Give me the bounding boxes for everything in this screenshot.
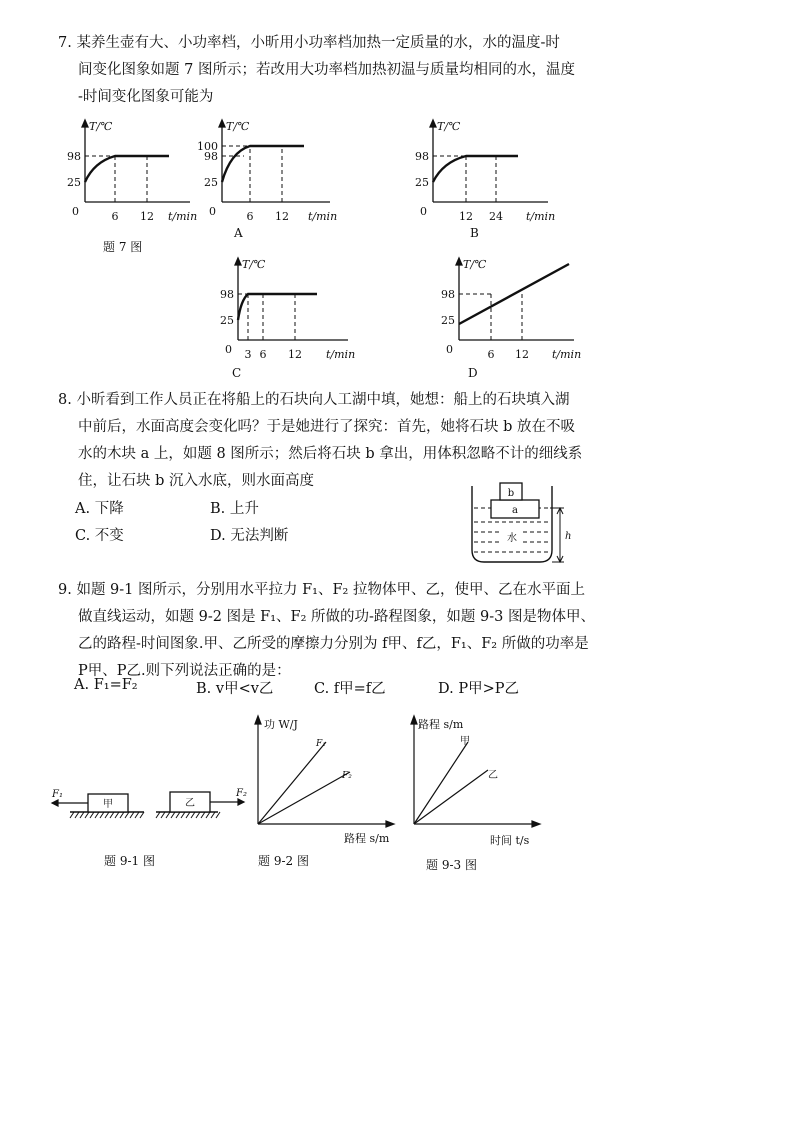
q7-line-2: 间变化图象如题 7 图所示；若改用大功率档加热初温与质量均相同的水，温度: [78, 62, 575, 78]
q7-x-tick-label: 12: [140, 210, 154, 223]
q7-x-tick-label: 6: [111, 210, 119, 223]
fig3-line-jia: [414, 742, 468, 824]
q8-option-d[interactable]: D. 无法判断: [210, 528, 289, 544]
q7-x-tick-label: 12: [515, 348, 529, 361]
q9-line-2: 做直线运动，如题 9-2 图是 F₁、F₂ 所做的功-路程图象，如题 9-3 图是物体甲、: [78, 609, 595, 625]
q7-y-tick-label: 98: [204, 150, 218, 163]
y-axis-arrow: [456, 258, 462, 265]
q9-line-4: P甲、P乙.则下列说法正确的是：: [78, 663, 291, 679]
q9-option-c[interactable]: C. f甲=f乙: [314, 681, 386, 697]
ground-hatch: [130, 812, 134, 818]
q7-option-c-graph: [213, 250, 363, 365]
ground-hatch: [206, 812, 210, 818]
q8-option-c[interactable]: C. 不变: [75, 528, 124, 544]
q8-line-1: 8. 小昕看到工作人员正在将船上的石块向人工湖中填，她想：船上的石块填入湖: [58, 392, 570, 408]
fig2-line-f1: [258, 742, 326, 824]
ground-hatch: [95, 812, 99, 818]
ground-hatch: [186, 812, 190, 818]
q9-fig2-caption: 题 9-2 图: [258, 854, 309, 868]
block-label: a: [512, 505, 518, 516]
ground-hatch: [176, 812, 180, 818]
q7-y-axis-label: T/℃: [226, 120, 250, 133]
q8-line-2: 中前后，水面高度会变化吗？于是她进行了探究：首先，她将石块 b 放在不吸: [78, 419, 575, 435]
ground-hatch: [80, 812, 84, 818]
y-axis-arrow: [235, 258, 241, 265]
q7-x-tick-label: 12: [459, 210, 473, 223]
ground-hatch: [166, 812, 170, 818]
ground-hatch: [181, 812, 185, 818]
q7-y-tick-label: 25: [67, 176, 81, 189]
fig2-axes: [255, 716, 394, 827]
fig3-x-label: 时间 t/s: [490, 834, 530, 847]
q7-origin-label: 0: [72, 205, 79, 218]
q7-y-tick-label: 25: [220, 314, 234, 327]
fig3-y-label: 路程 s/m: [418, 718, 464, 731]
q9-fig1: [48, 782, 248, 832]
y-axis-arrow: [219, 120, 225, 127]
ground-hatch: [75, 812, 79, 818]
block-yi-label: 乙: [185, 798, 195, 809]
q7-y-axis-label: T/℃: [242, 258, 266, 271]
q7-caption-d: D: [468, 366, 478, 380]
ground-hatch: [120, 812, 124, 818]
q9-fig2: [240, 712, 400, 847]
fig2-line-f1-label: F₁: [316, 739, 326, 749]
q7-caption-ref: 题 7 图: [103, 240, 143, 254]
ground-hatch: [105, 812, 109, 818]
q8-option-a[interactable]: A. 下降: [75, 501, 124, 517]
question-9-text: [58, 577, 598, 685]
q9-fig3: [396, 712, 546, 852]
q8-beaker-figure: [468, 478, 573, 566]
q7-x-axis-label: t/min: [168, 210, 198, 223]
force-f2-label: F₂: [236, 788, 247, 799]
q7-line-3: -时间变化图象可能为: [78, 89, 214, 105]
q7-y-tick-label: 98: [415, 150, 429, 163]
fig2-line-f2: [258, 772, 350, 824]
q7-option-a-graph: [190, 112, 340, 227]
q9-fig1-caption: 题 9-1 图: [104, 854, 155, 868]
q7-x-tick-label: 12: [275, 210, 289, 223]
q7-origin-label: 0: [225, 343, 232, 356]
ground-hatch: [156, 812, 160, 818]
q7-x-tick-label: 6: [259, 348, 267, 361]
ground-hatch: [70, 812, 74, 818]
ground-hatch: [135, 812, 139, 818]
q7-x-tick-label: 6: [246, 210, 254, 223]
q7-caption-c: C: [232, 366, 242, 380]
fig3-line-jia-label: 甲: [460, 736, 470, 747]
q7-x-tick-label: 12: [288, 348, 302, 361]
q7-caption-b: B: [470, 226, 479, 240]
q7-origin-label: 0: [446, 343, 453, 356]
ground-hatch: [85, 812, 89, 818]
q8-option-b[interactable]: B. 上升: [210, 501, 259, 517]
force-f1-label: F₁: [52, 789, 63, 800]
q7-y-tick-label: 98: [220, 288, 234, 301]
q7-line-1: 7. 某养生壶有大、小功率档，小昕用小功率档加热一定质量的水，水的温度-时: [58, 35, 560, 51]
q7-y-tick-label: 25: [204, 176, 218, 189]
q8-line-4: 住，让石块 b 沉入水底，则水面高度: [78, 473, 314, 489]
q9-fig3-caption: 题 9-3 图: [426, 858, 477, 872]
ground-hatch: [196, 812, 200, 818]
q7-x-axis-label: t/min: [526, 210, 556, 223]
ground-hatch: [211, 812, 215, 818]
y-axis-arrow: [82, 120, 88, 127]
ground-hatch: [100, 812, 104, 818]
q7-y-tick-label: 25: [441, 314, 455, 327]
q7-y-tick-label: 25: [415, 176, 429, 189]
q7-temperature-curve: [433, 156, 518, 182]
q7-caption-a: A: [234, 226, 243, 240]
ground-hatch: [115, 812, 119, 818]
q7-x-tick-label: 24: [489, 210, 503, 223]
q9-option-d[interactable]: D. P甲>P乙: [438, 681, 519, 697]
right-ground: [156, 812, 220, 818]
q7-x-axis-label: t/min: [326, 348, 356, 361]
q7-y-tick-label: 98: [441, 288, 455, 301]
left-ground: [70, 812, 144, 818]
ground-hatch: [201, 812, 205, 818]
q7-graph: [60, 112, 200, 227]
ground-hatch: [140, 812, 144, 818]
fig2-line-f2-label: F₂: [342, 771, 352, 781]
fig3-line-yi: [414, 770, 488, 824]
q7-y-axis-label: T/℃: [463, 258, 487, 271]
q7-origin-label: 0: [209, 205, 216, 218]
q9-option-a[interactable]: A. F₁=F₂: [74, 677, 138, 693]
q7-x-tick-label: 3: [244, 348, 252, 361]
q7-y-tick-label: 100: [197, 140, 218, 153]
ground-hatch: [191, 812, 195, 818]
ground-hatch: [161, 812, 165, 818]
block-jia-label: 甲: [103, 799, 113, 810]
q9-line-1: 9. 如题 9-1 图所示，分别用水平拉力 F₁、F₂ 拉物体甲、乙，使甲、乙在水平面上: [58, 582, 585, 598]
force-f1-arrow: [52, 800, 88, 806]
q7-option-d-graph: [434, 250, 584, 365]
q7-y-axis-label: T/℃: [437, 120, 461, 133]
ground-hatch: [125, 812, 129, 818]
y-axis-arrow: [430, 120, 436, 127]
q9-option-b[interactable]: B. v甲<v乙: [196, 681, 274, 697]
q8-line-3: 水的木块 a 上，如题 8 图所示；然后将石块 b 拿出，用体积忽略不计的细线系: [78, 446, 583, 462]
ground-hatch: [110, 812, 114, 818]
force-f2-arrow: [210, 799, 244, 805]
q7-y-tick-label: 98: [67, 150, 81, 163]
q7-x-axis-label: t/min: [308, 210, 338, 223]
q7-option-b-graph: [408, 112, 558, 227]
ground-hatch: [90, 812, 94, 818]
q7-x-axis-label: t/min: [552, 348, 582, 361]
stone-label: b: [507, 488, 515, 499]
water-label: 水: [507, 533, 517, 544]
height-label: h: [565, 531, 572, 542]
q7-temperature-curve: [238, 294, 317, 320]
q7-y-axis-label: T/℃: [89, 120, 113, 133]
fig3-axes: [411, 716, 540, 827]
ground-hatch: [171, 812, 175, 818]
q7-x-tick-label: 6: [487, 348, 495, 361]
q7-temperature-curve: [85, 156, 169, 182]
fig3-line-yi-label: 乙: [488, 770, 498, 781]
ground-hatch: [216, 812, 220, 818]
q7-temperature-curve: [222, 146, 304, 182]
question-7-text: [58, 30, 598, 111]
fig2-y-label: 功 W/J: [264, 718, 298, 731]
q7-origin-label: 0: [420, 205, 427, 218]
fig2-x-label: 路程 s/m: [344, 832, 390, 845]
q9-line-3: 乙的路程-时间图象.甲、乙所受的摩擦力分别为 f甲、f乙，F₁、F₂ 所做的功率是: [78, 636, 589, 652]
